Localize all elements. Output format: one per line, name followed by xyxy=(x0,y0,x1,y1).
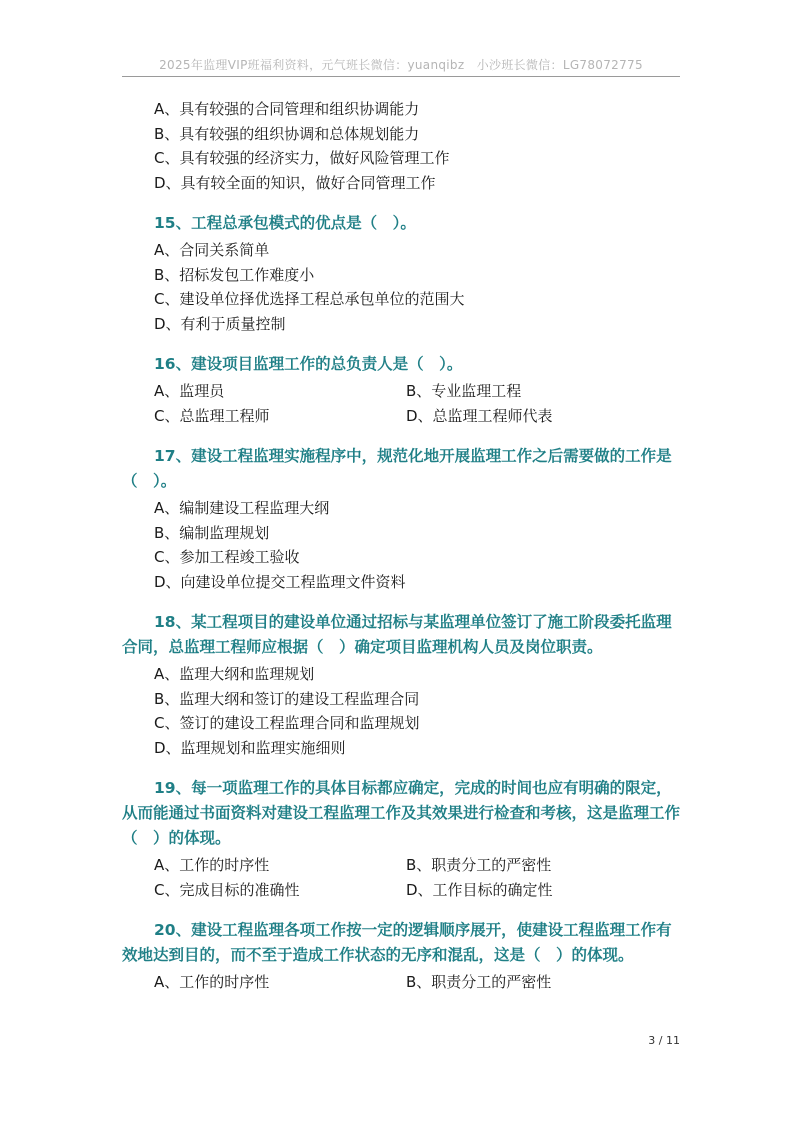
option-b: B、职责分工的严密性 xyxy=(406,973,552,991)
option-b: B、招标发包工作难度小 xyxy=(154,265,315,284)
question-19 xyxy=(122,776,682,902)
option-d: D、具有较全面的知识，做好合同管理工作 xyxy=(154,173,436,192)
option-a: A、监理大纲和监理规划 xyxy=(154,665,315,683)
option-c: C、完成目标的准确性 xyxy=(154,880,300,899)
option-a: A、具有较强的合同管理和组织协调能力 xyxy=(154,100,420,118)
option-b: B、职责分工的严密性 xyxy=(406,856,552,874)
option-d: D、工作目标的确定性 xyxy=(406,880,553,899)
option-b: B、专业监理工程 xyxy=(406,382,522,400)
option-b: B、编制监理规划 xyxy=(154,523,270,542)
option-c: C、参加工程竣工验收 xyxy=(154,548,300,566)
option-d: D、向建设单位提交工程监理文件资料 xyxy=(154,572,406,591)
option-a: A、监理员 xyxy=(154,382,225,400)
option-b: B、具有较强的组织协调和总体规划能力 xyxy=(154,124,420,143)
option-row xyxy=(122,878,682,903)
option-d: D、总监理工程师代表 xyxy=(406,406,553,425)
question-14-options xyxy=(122,97,682,195)
question-stem: 18、某工程项目的建设单位通过招标与某监理单位签订了施工阶段委托监理合同，总监理工程师应根据（ ）确定项目监理机构人员及岗位职责。 xyxy=(122,613,672,656)
option-row xyxy=(122,379,682,404)
option-c: C、具有较强的经济实力，做好风险管理工作 xyxy=(154,149,450,167)
option-c: C、签订的建设工程监理合同和监理规划 xyxy=(154,714,420,732)
document-body xyxy=(122,97,682,995)
option-row xyxy=(122,404,682,429)
question-15 xyxy=(122,211,682,336)
option-a: A、工作的时序性 xyxy=(154,856,270,874)
question-stem: 15、工程总承包模式的优点是（ ）。 xyxy=(154,214,416,232)
option-c: C、总监理工程师 xyxy=(154,406,270,425)
option-a: A、编制建设工程监理大纲 xyxy=(154,499,330,517)
option-d: D、监理规划和监理实施细则 xyxy=(154,738,346,757)
question-16 xyxy=(122,352,682,428)
question-stem: 19、每一项监理工作的具体目标都应确定，完成的时间也应有明确的限定，从而能通过书面资料对建设工程监理工作及其效果进行检查和考核，这是监理工作（ ）的体现。 xyxy=(122,779,681,847)
option-row xyxy=(122,970,682,995)
question-stem: 20、建设工程监理各项工作按一定的逻辑顺序展开，使建设工程监理工作有效地达到目的，而不至于造成工作状态的无序和混乱，这是（ ）的体现。 xyxy=(122,921,672,964)
question-stem: 16、建设项目监理工作的总负责人是（ ）。 xyxy=(154,355,463,373)
option-c: C、建设单位择优选择工程总承包单位的范围大 xyxy=(154,290,465,308)
question-stem: 17、建设工程监理实施程序中，规范化地开展监理工作之后需要做的工作是（ ）。 xyxy=(122,447,672,490)
option-a: A、工作的时序性 xyxy=(154,973,270,991)
page-number: 3 / 11 xyxy=(648,1034,680,1047)
page-header-watermark: 2025年监理VIP班福利资料，元气班长微信：yuanqibz 小沙班长微信：LG78072775 xyxy=(159,58,643,72)
header-divider xyxy=(122,76,680,77)
question-17 xyxy=(122,444,682,594)
question-20 xyxy=(122,918,682,995)
option-d: D、有利于质量控制 xyxy=(154,314,286,333)
option-a: A、合同关系简单 xyxy=(154,241,270,259)
option-b: B、监理大纲和签订的建设工程监理合同 xyxy=(154,689,420,708)
option-row xyxy=(122,853,682,878)
question-18 xyxy=(122,610,682,760)
